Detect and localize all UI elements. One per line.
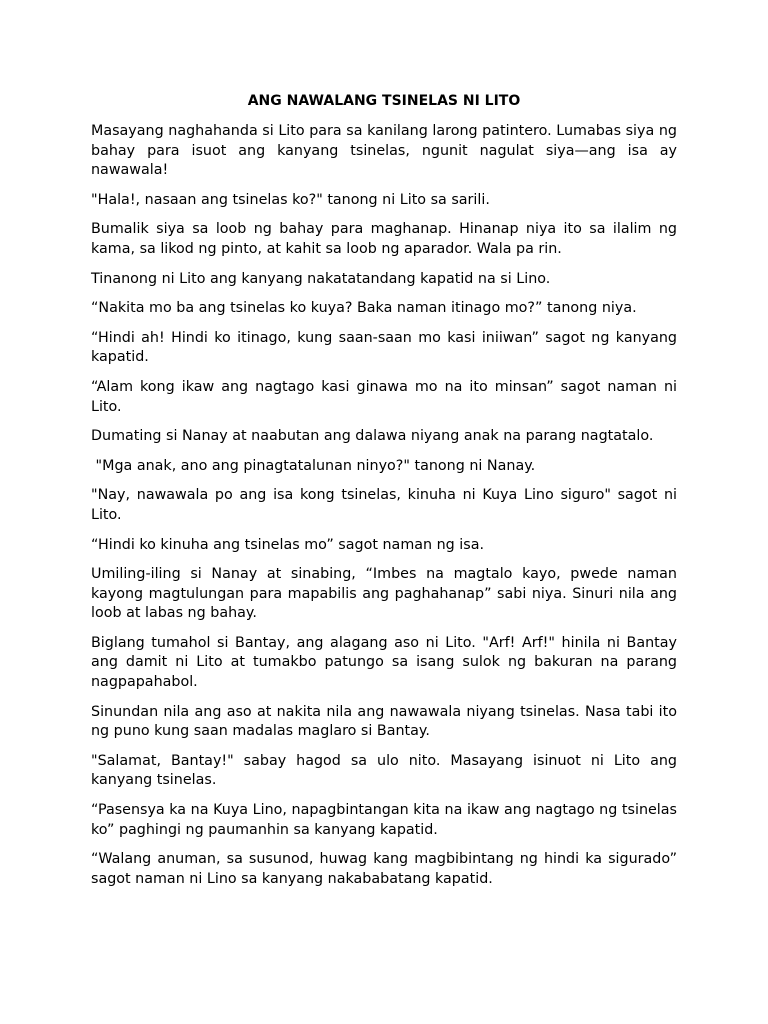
paragraph: “Pasensya ka na Kuya Lino, napagbintangan kita na ikaw ang nagtago ng tsinelas ko” paghingi ng paumanhin sa kanyang kapatid.	[91, 802, 677, 838]
story-body	[91, 122, 677, 899]
paragraph: "Hala!, nasaan ang tsinelas ko?" tanong ni Lito sa sarili.	[91, 191, 490, 208]
paragraph: Dumating si Nanay at naabutan ang dalawa niyang anak na parang nagtatalo.	[91, 428, 654, 445]
paragraph: “Alam kong ikaw ang nagtago kasi ginawa mo na ito minsan” sagot naman ni Lito.	[91, 378, 677, 415]
paragraph: “Hindi ah! Hindi ko itinago, kung saan-saan mo kasi iniiwan” sagot ng kanyang kapatid.	[91, 329, 677, 366]
paragraph: "Mga anak, ano ang pinagtatalunan ninyo?" tanong ni Nanay.	[91, 457, 536, 474]
paragraph: “Walang anuman, sa susunod, huwag kang magbibintang ng hindi ka sigurado” sagot naman ni Lino sa kanyang nakababatang kapatid.	[91, 851, 677, 887]
paragraph: "Salamat, Bantay!" sabay hagod sa ulo nito. Masayang isinuot ni Lito ang kanyang tsinelas.	[91, 752, 677, 789]
paragraph: Bumalik siya sa loob ng bahay para maghanap. Hinanap niya ito sa ilalim ng kama, sa likod ng pinto, at kahit sa loob ng aparador. Wala pa rin.	[91, 221, 677, 257]
paragraph: Umiling-iling si Nanay at sinabing, “Imbes na magtalo kayo, pwede naman kayong magtulungan para mapabilis ang paghahanap” sabi niya. Sinuri nila ang loob at labas ng bahay.	[91, 566, 677, 622]
paragraph: Masayang naghahanda si Lito para sa kanilang larong patintero. Lumabas siya ng bahay para isuot ang kanyang tsinelas, ngunit nagulat siya—ang isa ay nawawala!	[91, 123, 677, 179]
paragraph: “Hindi ko kinuha ang tsinelas mo” sagot naman ng isa.	[91, 536, 485, 553]
story-title: ANG NAWALANG TSINELAS NI LITO	[247, 93, 521, 109]
paragraph: “Nakita mo ba ang tsinelas ko kuya? Baka naman itinago mo?” tanong niya.	[91, 300, 637, 317]
paragraph: Tinanong ni Lito ang kanyang nakatatandang kapatid na si Lino.	[91, 270, 551, 287]
paragraph: "Nay, nawawala po ang isa kong tsinelas, kinuha ni Kuya Lino siguro" sagot ni Lito.	[91, 487, 677, 523]
paragraph: Biglang tumahol si Bantay, ang alagang aso ni Lito. "Arf! Arf!" hinila ni Bantay ang damit ni Lito at tumakbo patungo sa isang sulok ng bakuran na parang nagpapahabol.	[91, 634, 677, 691]
paragraph: Sinundan nila ang aso at nakita nila ang nawawala niyang tsinelas. Nasa tabi ito ng puno kung saan madalas maglaro si Bantay.	[91, 703, 677, 740]
